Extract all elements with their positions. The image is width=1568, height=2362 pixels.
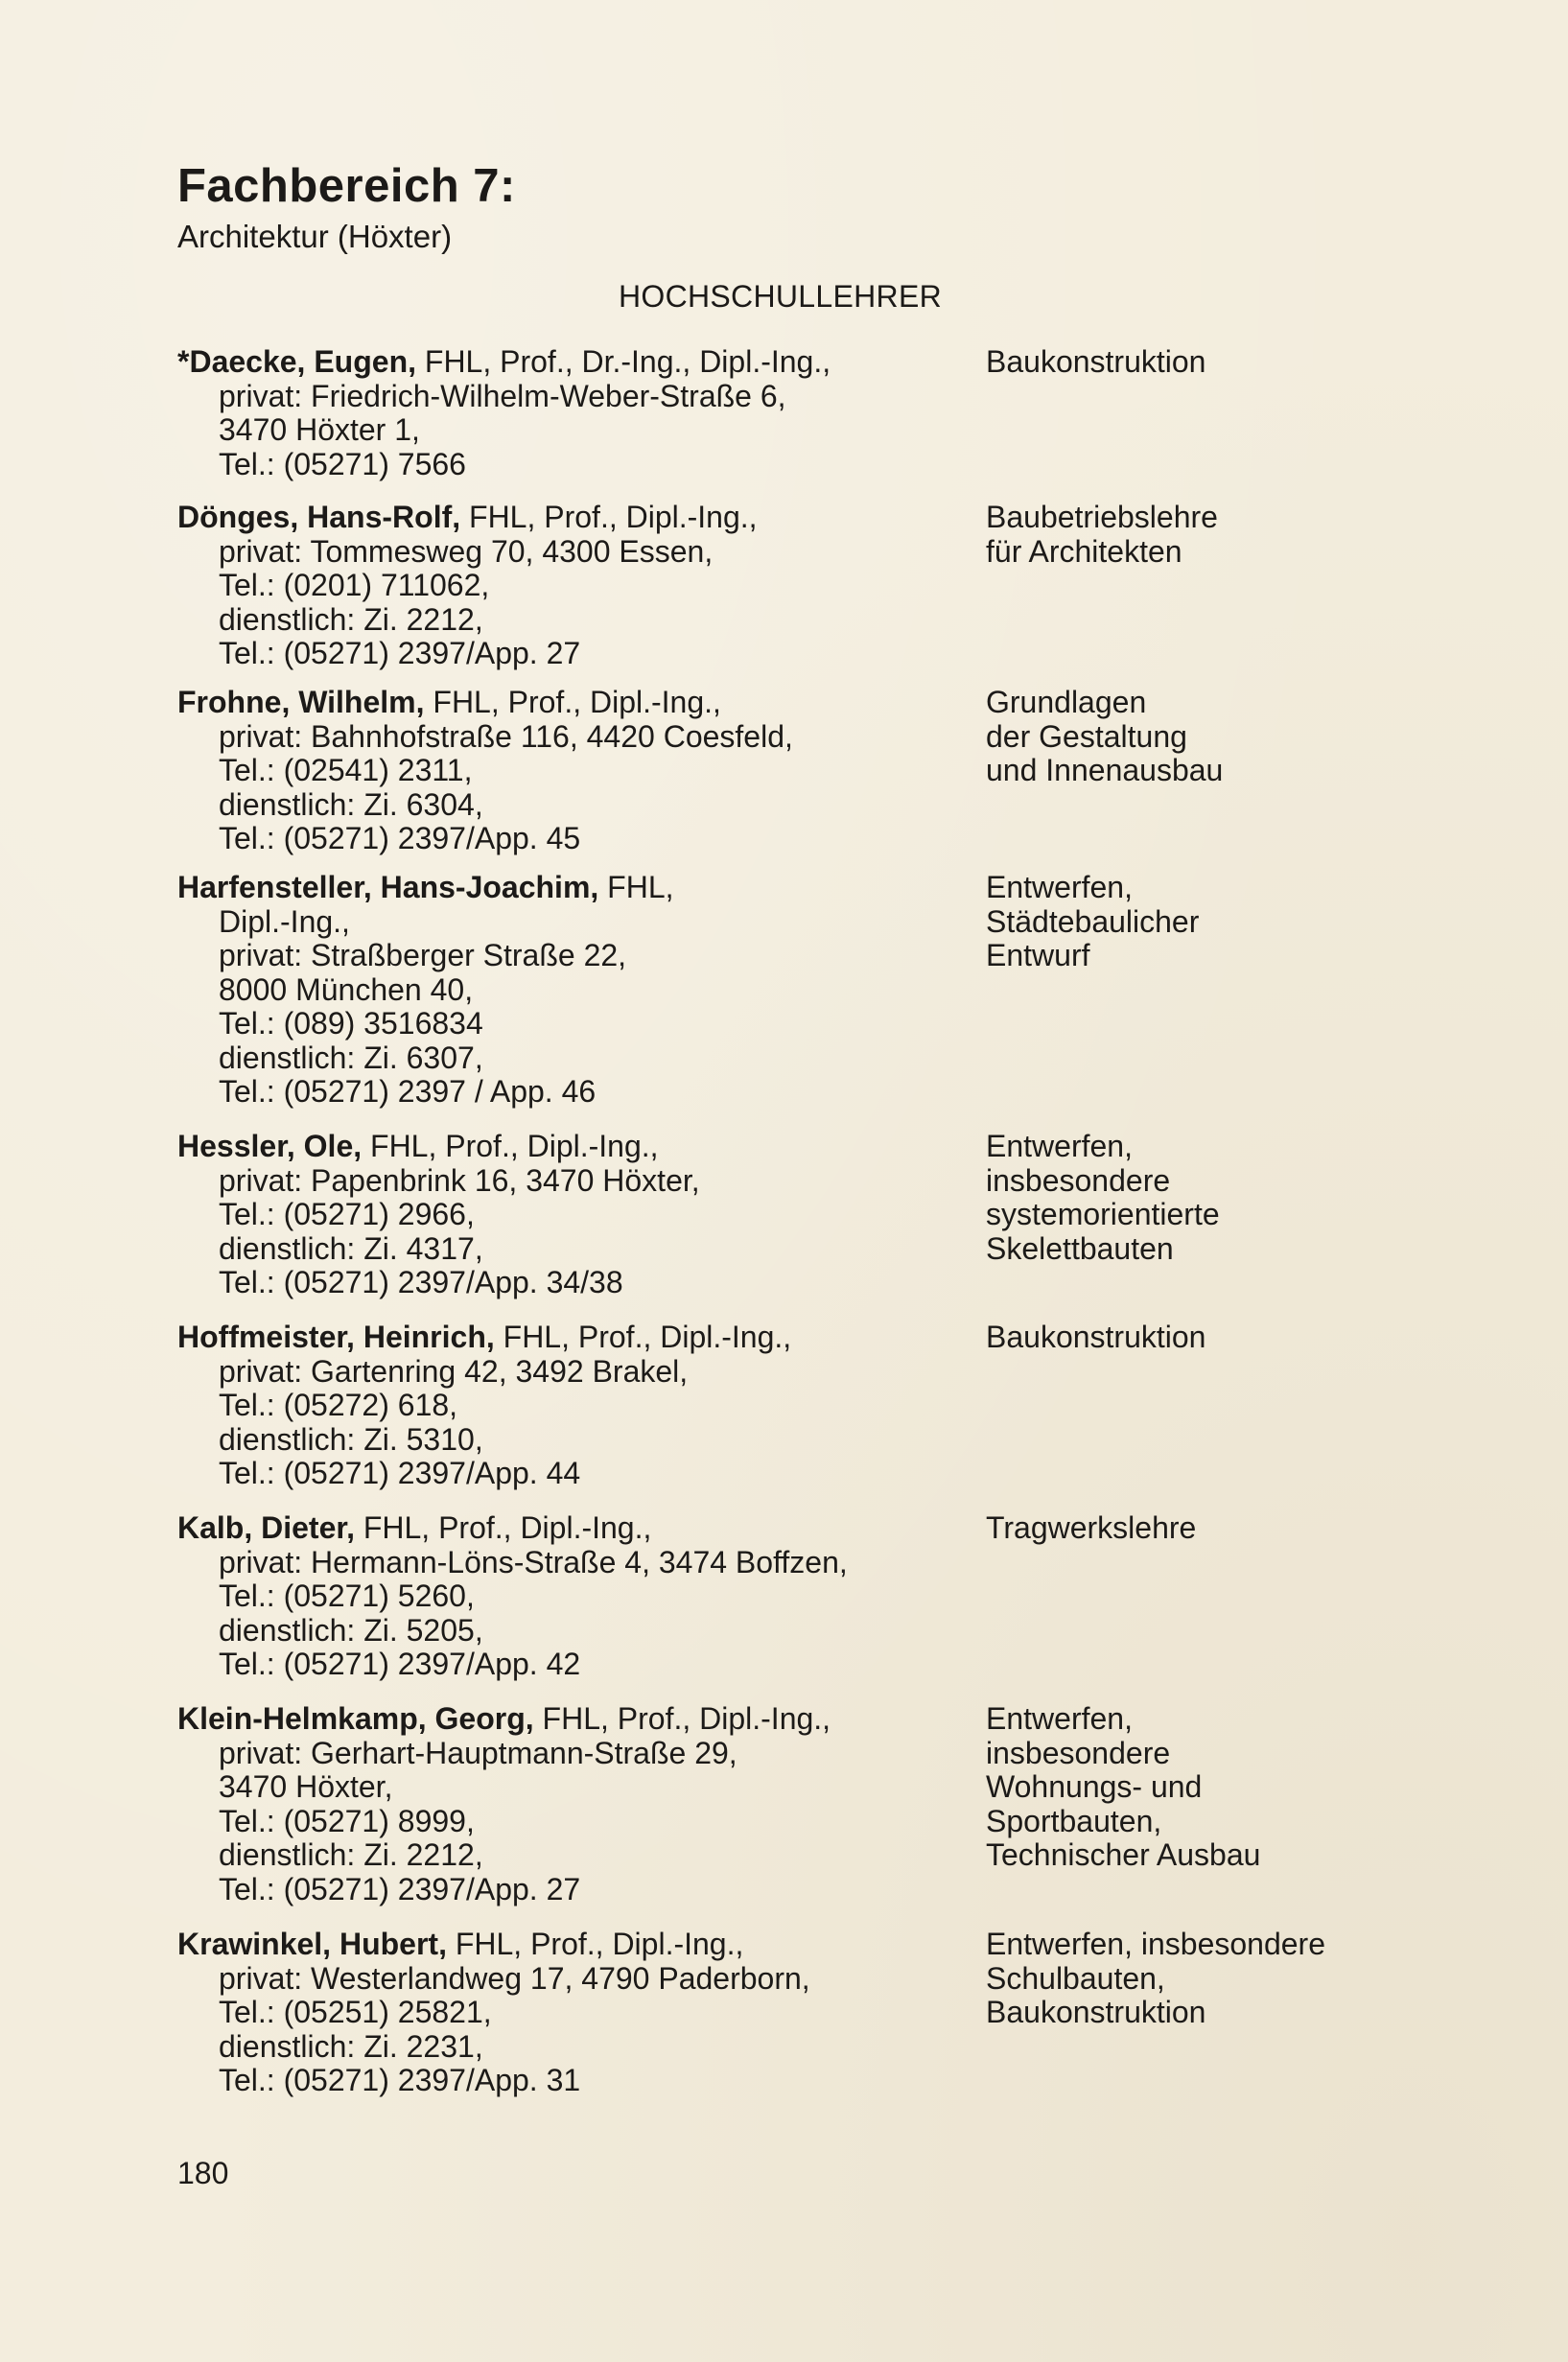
contact-detail: dienstlich: Zi. 6304, — [219, 786, 483, 822]
faculty-contact — [177, 871, 964, 1110]
faculty-name: Hoffmeister, Heinrich, — [177, 1320, 495, 1354]
faculty-title: FHL, Prof., Dipl.-Ing., — [494, 1320, 792, 1354]
faculty-subject — [986, 1702, 1523, 1873]
contact-detail: Tel.: (05271) 8999, — [219, 1803, 475, 1838]
contact-detail: Tel.: (05271) 2397/App. 44 — [219, 1456, 581, 1490]
faculty-name: Hessler, Ole, — [177, 1129, 363, 1163]
contact-detail: Tel.: (05271) 2397/App. 34/38 — [219, 1265, 623, 1299]
faculty-contact — [177, 1321, 964, 1491]
subject-line: Entwerfen, — [986, 870, 1133, 904]
subject-line: Baukonstruktion — [986, 1995, 1206, 2029]
subject-line: Baukonstruktion — [986, 1320, 1206, 1354]
subject-line: Tragwerkslehre — [986, 1510, 1197, 1545]
subject-line: Entwurf — [986, 938, 1090, 972]
subject-line: und Innenausbau — [986, 753, 1224, 787]
faculty-name-line — [177, 1702, 964, 1737]
faculty-title: FHL, — [598, 870, 674, 904]
subject-line: Baubetriebslehre — [986, 500, 1218, 534]
faculty-name-line — [177, 871, 964, 905]
faculty-name: Klein-Helmkamp, Georg, — [177, 1701, 534, 1736]
faculty-contact — [177, 1928, 964, 2098]
contact-detail: Tel.: (05272) 618, — [219, 1388, 458, 1422]
faculty-subject — [986, 1511, 1523, 1546]
contact-detail: privat: Straßberger Straße 22, — [219, 938, 627, 972]
contact-detail: privat: Papenbrink 16, 3470 Höxter, — [219, 1162, 700, 1198]
subject-line: Grundlagen — [986, 685, 1147, 719]
faculty-subject — [986, 1130, 1523, 1266]
faculty-contact — [177, 1130, 964, 1300]
faculty-name-line — [177, 501, 964, 535]
contact-detail: Tel.: (05271) 7566 — [219, 446, 466, 481]
contact-detail: privat: Gartenring 42, 3492 Brakel, — [219, 1353, 689, 1389]
contact-detail: Tel.: (05271) 2397/App. 42 — [219, 1647, 581, 1681]
department-subtitle: Architektur (Höxter) — [177, 219, 453, 254]
faculty-name-line — [177, 1321, 964, 1355]
faculty-name: *Daecke, Eugen, — [177, 344, 416, 379]
subject-line: der Gestaltung — [986, 718, 1187, 754]
contact-detail: privat: Hermann-Löns-Straße 4, 3474 Boffzen, — [219, 1544, 848, 1579]
contact-detail: Tel.: (0201) 711062, — [219, 568, 490, 602]
contact-detail: Tel.: (05271) 5260, — [219, 1579, 475, 1613]
contact-detail: Tel.: (089) 3516834 — [219, 1006, 483, 1041]
contact-detail: 3470 Höxter 1, — [219, 412, 420, 447]
contact-detail: Tel.: (05271) 2397/App. 31 — [219, 2063, 581, 2097]
contact-detail: 3470 Höxter, — [219, 1769, 393, 1804]
faculty-contact — [177, 345, 964, 481]
subject-line: Wohnungs- und — [986, 1769, 1203, 1804]
contact-detail: privat: Tommesweg 70, 4300 Essen, — [219, 533, 714, 569]
subject-line: Städtebaulicher — [986, 903, 1200, 939]
contact-detail: dienstlich: Zi. 2212, — [219, 601, 483, 637]
subject-line: Schulbauten, — [986, 1960, 1165, 1996]
faculty-subject — [986, 1928, 1523, 2030]
faculty-name: Dönges, Hans-Rolf, — [177, 500, 461, 534]
faculty-name-line — [177, 1511, 964, 1546]
subject-line: Technischer Ausbau — [986, 1837, 1261, 1872]
contact-detail: dienstlich: Zi. 2231, — [219, 2028, 483, 2064]
faculty-name: Harfensteller, Hans-Joachim, — [177, 870, 599, 904]
subject-line: Baukonstruktion — [986, 344, 1206, 379]
contact-detail: Tel.: (05251) 25821, — [219, 1995, 492, 2029]
faculty-subject — [986, 345, 1523, 380]
contact-detail: privat: Gerhart-Hauptmann-Straße 29, — [219, 1735, 737, 1770]
faculty-name: Krawinkel, Hubert, — [177, 1927, 447, 1961]
contact-detail: Tel.: (05271) 2397/App. 27 — [219, 1871, 581, 1906]
faculty-title: FHL, Prof., Dr.-Ing., Dipl.-Ing., — [416, 344, 831, 379]
faculty-contact — [177, 1702, 964, 1906]
contact-detail: Tel.: (05271) 2966, — [219, 1197, 475, 1231]
subject-line: Entwerfen, insbesondere — [986, 1927, 1325, 1961]
faculty-title: FHL, Prof., Dipl.-Ing., — [533, 1701, 831, 1736]
section-heading: HOCHSCHULLEHRER — [619, 279, 942, 314]
faculty-name: Kalb, Dieter, — [177, 1510, 355, 1545]
subject-line: systemorientierte — [986, 1197, 1220, 1231]
subject-line: insbesondere — [986, 1162, 1171, 1198]
contact-detail: Tel.: (02541) 2311, — [219, 753, 473, 787]
contact-detail: dienstlich: Zi. 5205, — [219, 1612, 483, 1648]
department-title: Fachbereich 7: — [177, 160, 516, 212]
contact-detail: dienstlich: Zi. 6307, — [219, 1040, 483, 1075]
faculty-subject — [986, 871, 1523, 973]
contact-detail: dienstlich: Zi. 5310, — [219, 1421, 483, 1457]
contact-detail: privat: Westerlandweg 17, 4790 Paderborn, — [219, 1960, 810, 1996]
faculty-contact — [177, 501, 964, 671]
subject-line: Skelettbauten — [986, 1230, 1174, 1266]
contact-detail: Dipl.-Ing., — [219, 903, 350, 939]
faculty-subject — [986, 686, 1523, 788]
faculty-contact — [177, 686, 964, 856]
faculty-title: FHL, Prof., Dipl.-Ing., — [446, 1927, 744, 1961]
faculty-subject — [986, 501, 1523, 569]
contact-detail: dienstlich: Zi. 4317, — [219, 1230, 483, 1266]
faculty-title: FHL, Prof., Dipl.-Ing., — [460, 500, 758, 534]
contact-detail: privat: Bahnhofstraße 116, 4420 Coesfeld, — [219, 718, 793, 754]
contact-detail: dienstlich: Zi. 2212, — [219, 1837, 483, 1872]
faculty-name-line — [177, 345, 964, 380]
contact-detail: Tel.: (05271) 2397/App. 45 — [219, 821, 581, 855]
subject-line: für Architekten — [986, 533, 1182, 569]
subject-line: Entwerfen, — [986, 1701, 1133, 1736]
subject-line: Entwerfen, — [986, 1129, 1133, 1163]
faculty-name-line — [177, 1928, 964, 1962]
faculty-title: FHL, Prof., Dipl.-Ing., — [424, 685, 721, 719]
faculty-title: FHL, Prof., Dipl.-Ing., — [354, 1510, 652, 1545]
faculty-contact — [177, 1511, 964, 1682]
page-number: 180 — [177, 2156, 229, 2190]
faculty-name-line — [177, 1130, 964, 1164]
contact-detail: Tel.: (05271) 2397/App. 27 — [219, 636, 581, 670]
contact-detail: 8000 München 40, — [219, 971, 474, 1007]
contact-detail: Tel.: (05271) 2397 / App. 46 — [219, 1074, 597, 1109]
subject-line: Sportbauten, — [986, 1803, 1162, 1838]
faculty-name-line — [177, 686, 964, 720]
faculty-name: Frohne, Wilhelm, — [177, 685, 425, 719]
subject-line: insbesondere — [986, 1735, 1171, 1770]
contact-detail: privat: Friedrich-Wilhelm-Weber-Straße 6, — [219, 378, 786, 413]
faculty-title: FHL, Prof., Dipl.-Ing., — [362, 1129, 659, 1163]
faculty-subject — [986, 1321, 1523, 1355]
